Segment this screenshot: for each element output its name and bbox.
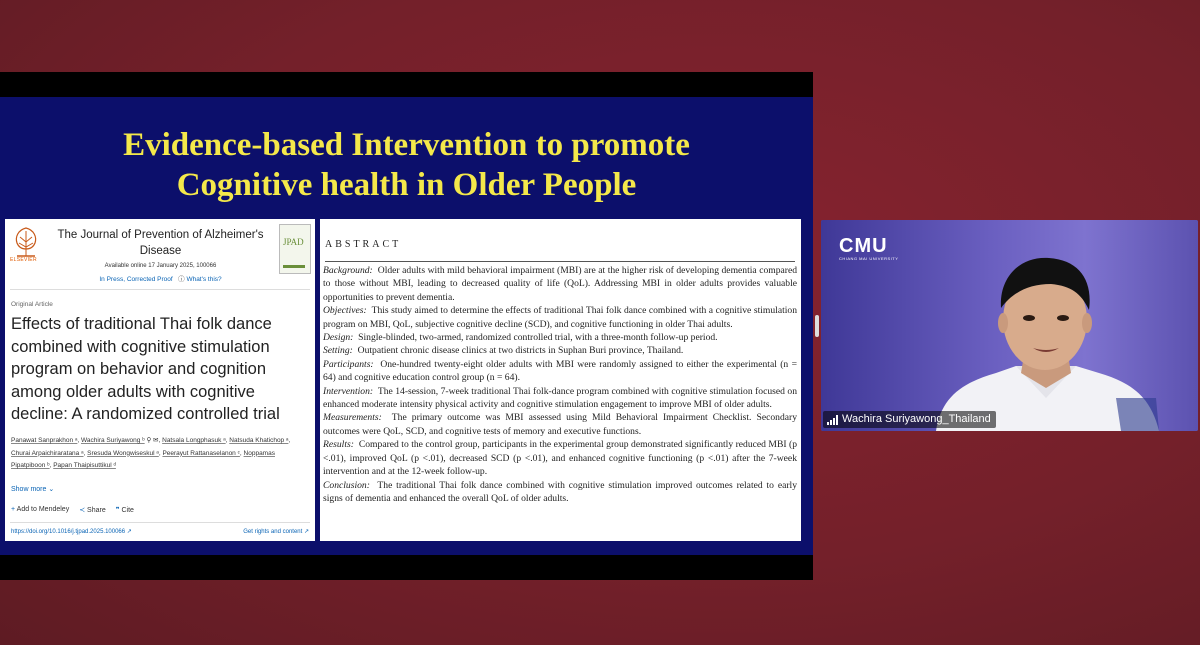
author-list: Panawat Sanprakhon ᵃ, Wachira Suriyawong ᵇ ⚲ ✉, Natsala Longphasuk ᵃ, Natsuda Khatichop ᵃ, Churai Arpaichiraratana ᵃ, Sresuda Wongwiseskul ᵃ, Peerayut Rattanaselanon ᶜ, Noppamas Pipatpiboon ᵇ, Papan Thaipisuttikul ᵈ [11, 437, 291, 469]
abstract-panel [320, 219, 801, 541]
section-text: Older adults with mild behavioral impairment (MBI) are at the higher risk of developing dementia compared to those without MBI, leading to decreased quality of life (QoL). Addressing MBI in older adults provides valuable opportunities to prevent dementia. [323, 265, 798, 303]
chevron-down-icon: ⌄ [48, 486, 55, 493]
author-link[interactable]: Papan Thaipisuttikul ᵈ [53, 462, 116, 469]
section-label: Conclusion: [323, 479, 370, 491]
section-label: Intervention: [323, 385, 374, 397]
quote-icon: ❞ [115, 507, 120, 514]
cmu-logo [839, 235, 898, 261]
rights-text: Get rights and content [243, 529, 303, 535]
article-actions [11, 506, 134, 514]
section-label: Measurements: [323, 412, 382, 424]
abstract-section [323, 264, 797, 304]
author-link[interactable]: Sresuda Wongwiseskul ᵃ [87, 449, 159, 457]
share-button[interactable] [79, 506, 106, 514]
elsevier-tree-icon [12, 225, 40, 261]
section-text: Single-blinded, two-armed, randomized controlled trial, with a three-month follow-up period. [358, 332, 718, 344]
abstract-section [323, 304, 797, 331]
abstract-body [323, 264, 797, 505]
author-link[interactable]: Wachira Suriyawong ᵇ [81, 437, 145, 444]
person-icon[interactable]: ⚲ [146, 437, 152, 444]
section-label: Background: [323, 265, 373, 276]
section-text: One-hundred twenty-eight older adults with MBI were randomly assigned to either the experimental (n = 64) and cognitive education control group (n = 64). [323, 358, 797, 384]
section-text: Outpatient chronic disease clinics at two districts in Suphan Buri province, Thailand. [357, 345, 684, 357]
divider [10, 289, 310, 290]
cite-button[interactable] [116, 506, 134, 514]
cite-label: Cite [121, 507, 134, 514]
section-text: This study aimed to determine the effects of traditional Thai folk dance combined with a cognitive stimulation program on MBI, QoL, subjective cognitive decline (SCD), and cognitive functioning in older Thai adults. [323, 305, 798, 330]
screen-share-frame [0, 72, 813, 580]
mail-icon[interactable]: ✉ [153, 437, 159, 444]
abstract-section [323, 358, 797, 385]
author-link[interactable]: Noppamas Pipatpiboon ᵇ [11, 449, 275, 469]
slide-title-line-2: Cognitive health in Older People [176, 167, 637, 203]
press-status[interactable]: In Press, Corrected Proof [99, 276, 173, 283]
participant-video-tile[interactable] [821, 220, 1198, 431]
abstract-section [323, 344, 797, 357]
slide-title-line-1: Evidence-based Intervention to promote [123, 127, 690, 163]
section-label: Design: [323, 332, 354, 344]
show-more-label: Show more [11, 486, 47, 493]
show-more-button[interactable] [11, 485, 54, 493]
share-label: Share [87, 507, 106, 514]
section-label: Objectives: [323, 305, 367, 317]
whats-this-link[interactable]: What's this? [186, 276, 222, 283]
section-label: Participants: [323, 358, 374, 370]
author-link[interactable]: Natsuda Khatichop ᵃ [229, 437, 289, 444]
logo-subtext: CHIANG MAI UNIVERSITY [839, 256, 899, 261]
abstract-section [323, 411, 797, 438]
participant-name: Wachira Suriyawong_Thailand [842, 413, 991, 425]
slide-title [0, 125, 813, 205]
section-label: Results: [323, 439, 354, 451]
participant-name-badge [823, 411, 996, 428]
doi-link[interactable]: https://doi.org/10.1016/j.tjpad.2025.100066 ↗ [11, 529, 132, 535]
abstract-section [323, 438, 797, 478]
plus-icon: + [11, 506, 16, 513]
author-link[interactable]: Panawat Sanprakhon ᵃ [11, 437, 78, 444]
section-text: The traditional Thai folk dance combined with cognitive stimulation improved outcomes related to early signs of dementia and enhanced the overall QoL of older adults. [323, 479, 797, 504]
presentation-slide [0, 97, 813, 555]
author-link[interactable]: Peerayut Rattanaselanon ᶜ [162, 449, 240, 457]
abstract-section [323, 385, 797, 412]
publisher-label: ELSEVIER [10, 257, 37, 263]
doi-text: https://doi.org/10.1016/j.tjpad.2025.100066 [11, 529, 126, 535]
section-text: Compared to the control group, participants in the experimental group demonstrated significantly reduced MBI (p <.01), improved QoL (p <.01), decreased SCD (p <.01), and enhanced cognitive functioning (p <.01) after the 7-week intervention and at the 12-week follow-up. [323, 439, 797, 478]
abstract-section [323, 479, 797, 506]
add-to-mendeley-label: Add to Mendeley [16, 506, 70, 513]
add-to-mendeley-button[interactable] [11, 506, 69, 514]
abstract-rule [325, 261, 795, 262]
article-title: Effects of traditional Thai folk dance combined with cognitive stimulation program on behavior and cognition among older adults with cognitive decline: A randomized controlled trial [11, 315, 280, 423]
share-icon: ≺ [79, 507, 86, 514]
rights-link[interactable]: Get rights and content ↗ [243, 529, 309, 535]
abstract-heading: ABSTRACT [325, 239, 402, 250]
help-circle-icon[interactable]: ⓘ [178, 276, 185, 283]
available-online: Available online 17 January 2025, 100066 [104, 263, 217, 269]
journal-title[interactable]: The Journal of Prevention of Alzheimer's Disease [57, 229, 264, 257]
press-status-line [53, 274, 268, 283]
section-label: Setting: [323, 345, 353, 357]
abstract-section [323, 331, 797, 344]
article-screenshot-panel [5, 219, 315, 541]
participant-video-feed [921, 248, 1198, 431]
journal-cover-thumbnail[interactable] [279, 224, 311, 274]
cover-stripe [283, 265, 305, 268]
section-text: The primary outcome was MBI assessed using Mild Behavioral Impairment Checklist. Secondary outcomes were QoL, SCD, and cognitive tests of memory and executive functions. [323, 412, 797, 437]
journal-cover-label: JPAD [283, 237, 304, 247]
divider [10, 522, 310, 523]
logo-text: CMU [839, 235, 888, 257]
author-link[interactable]: Natsala Longphasuk ᵃ [162, 437, 226, 444]
signal-strength-icon [827, 415, 838, 425]
panel-resize-handle[interactable] [815, 315, 819, 337]
article-type: Original Article [11, 301, 53, 308]
author-link[interactable]: Churai Arpaichiraratana ᵃ [11, 449, 84, 457]
section-text: The 14-session, 7-week traditional Thai folk-dance program combined with cognitive stimulation focused on enhanced moderate intensity physical activity and cognitive stimulation engagement to improve MBI of older adults. [323, 385, 798, 411]
